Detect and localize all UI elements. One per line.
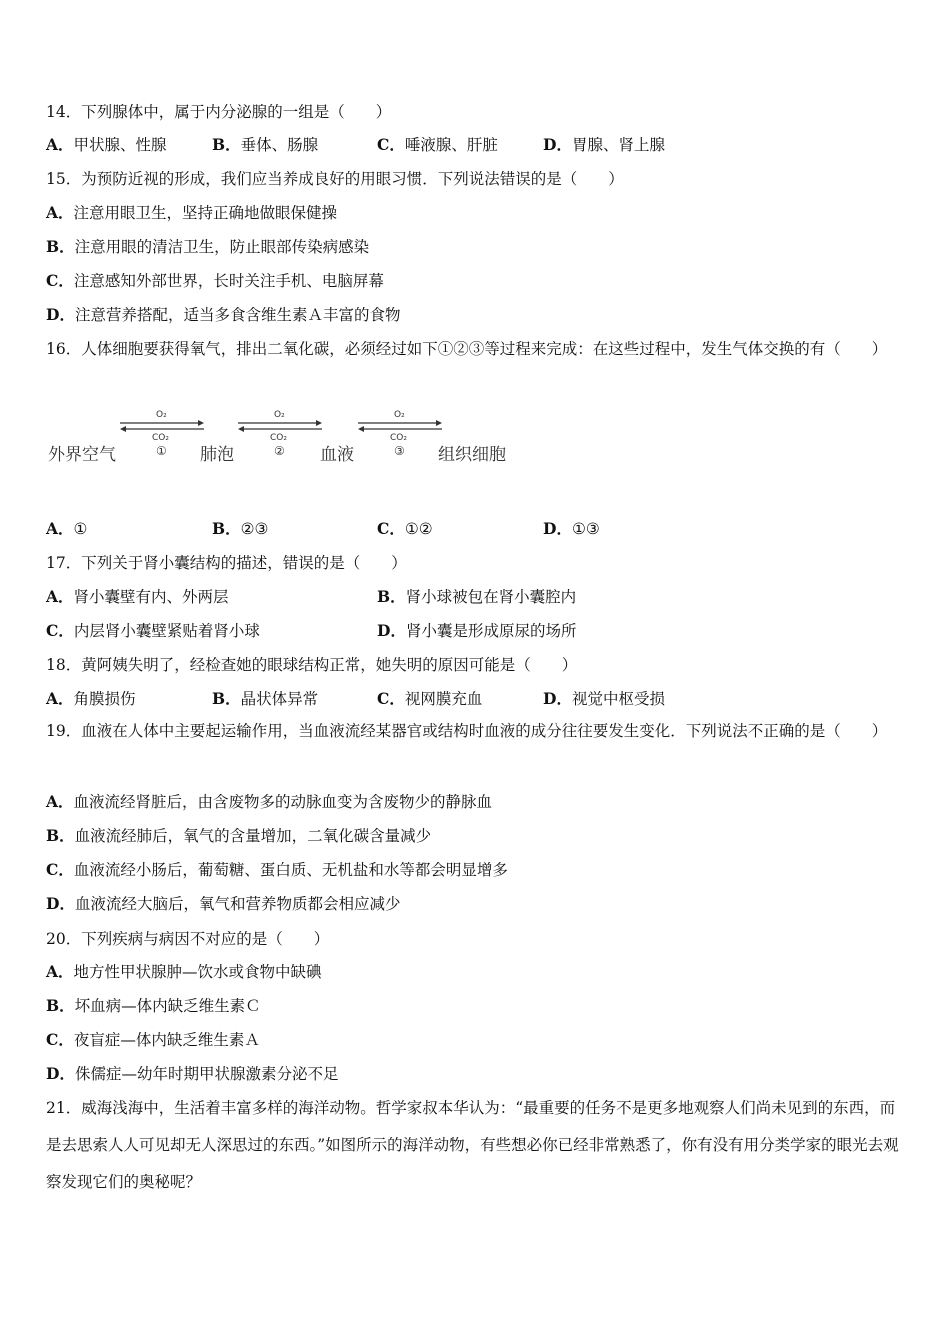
o2-label-3: O₂ xyxy=(394,410,405,420)
q21-stem: 21．威海浅海中，生活着丰富多样的海洋动物。哲学家叔本华认为：“最重要的任务不是更多地观察人们尚未见到的东西，而是去思索人人可见却无人深思过的东西。”如图所示的海洋动物，有些想必你已经非常熟悉了，你有没有用分类学家的眼光去观察发现它们的奥秘呢？ xyxy=(46,1099,899,1191)
option-text: ①③ xyxy=(571,520,600,538)
q18-stem: 18．黄阿姨失明了，经检查她的眼球结构正常，她失明的原因可能是（ ） xyxy=(46,656,578,674)
option-text: 注意用眼的清洁卫生，防止眼部传染病感染 xyxy=(74,238,370,256)
node-blood: 血液 xyxy=(320,445,354,465)
option-text: 视网膜充血 xyxy=(404,690,483,708)
option-text: 血液流经大脑后，氧气和营养物质都会相应减少 xyxy=(74,895,401,913)
q20-option-b xyxy=(46,995,261,1017)
q16-option-d xyxy=(543,518,600,540)
q15-stem: 15．为预防近视的形成，我们应当养成良好的用眼习惯．下列说法错误的是（ ） xyxy=(46,170,624,188)
step-3-label: ③ xyxy=(394,444,405,458)
co2-label-2: CO₂ xyxy=(270,433,287,443)
q16-option-a xyxy=(46,518,87,540)
option-label: B． xyxy=(212,519,241,538)
option-text: 坏血病—体内缺乏维生素Ｃ xyxy=(74,997,261,1015)
q14-option-c xyxy=(377,134,498,156)
co2-label-3: CO₂ xyxy=(390,433,407,443)
option-text: 晶状体异常 xyxy=(240,690,319,708)
option-text: 肾小囊是形成原尿的场所 xyxy=(405,622,577,640)
option-label: C． xyxy=(46,1030,74,1049)
co2-label-1: CO₂ xyxy=(152,433,169,443)
option-label: D． xyxy=(543,519,572,538)
q19-option-c xyxy=(46,859,508,881)
co2-arrowhead-2 xyxy=(238,426,244,432)
q20-option-d xyxy=(46,1063,338,1085)
option-text: 夜盲症—体内缺乏维生素Ａ xyxy=(73,1031,260,1049)
option-label: D． xyxy=(46,305,75,324)
option-text: 血液流经小肠后，葡萄糖、蛋白质、无机盐和水等都会明显增多 xyxy=(73,861,508,879)
q16-option-b xyxy=(212,518,268,540)
option-text: 内层肾小囊壁紧贴着肾小球 xyxy=(73,622,260,640)
q20-option-a xyxy=(46,961,322,983)
option-label: C． xyxy=(377,519,405,538)
node-tissue-cells: 组织细胞 xyxy=(438,445,506,465)
option-label: D． xyxy=(543,135,572,154)
q14-stem: 14．下列腺体中，属于内分泌腺的一组是（ ） xyxy=(46,103,392,121)
q17-option-c xyxy=(46,620,260,642)
q14-option-d xyxy=(543,134,665,156)
option-label: C． xyxy=(377,135,405,154)
q17-option-b xyxy=(377,586,576,608)
option-text: 地方性甲状腺肿—饮水或食物中缺碘 xyxy=(73,963,322,981)
option-label: C． xyxy=(46,271,74,290)
node-alveoli: 肺泡 xyxy=(200,445,234,465)
option-text: 侏儒症—幼年时期甲状腺激素分泌不足 xyxy=(74,1065,339,1083)
option-label: C． xyxy=(46,860,74,879)
option-label: B． xyxy=(212,689,241,708)
option-text: ①② xyxy=(404,520,433,538)
q14-option-a xyxy=(46,134,167,156)
option-label: D． xyxy=(46,1064,75,1083)
q19-option-a xyxy=(46,791,492,813)
co2-arrowhead-3 xyxy=(358,426,364,432)
option-text: ① xyxy=(73,520,88,538)
option-text: 肾小球被包在肾小囊腔内 xyxy=(405,588,577,606)
q16-stem: 16．人体细胞要获得氧气，排出二氧化碳，必须经过如下①②③等过程来完成：在这些过程中，发生气体交换的有（ ） xyxy=(46,340,888,358)
q16-option-c xyxy=(377,518,433,540)
option-label: B． xyxy=(377,587,406,606)
node-outside-air: 外界空气 xyxy=(48,445,116,465)
option-text: 视觉中枢受损 xyxy=(571,690,665,708)
q18-option-a xyxy=(46,688,136,710)
option-text: 角膜损伤 xyxy=(73,690,136,708)
option-label: B． xyxy=(46,826,75,845)
option-text: 注意用眼卫生，坚持正确地做眼保健操 xyxy=(73,204,338,222)
option-label: A． xyxy=(46,689,74,708)
q15-option-a xyxy=(46,202,337,224)
option-text: 血液流经肺后，氧气的含量增加，二氧化碳含量减少 xyxy=(74,827,432,845)
q18-option-d xyxy=(543,688,665,710)
option-text: 肾小囊壁有内、外两层 xyxy=(73,588,229,606)
q18-option-c xyxy=(377,688,482,710)
option-label: A． xyxy=(46,792,74,811)
option-text: 垂体、肠腺 xyxy=(240,136,319,154)
option-label: A． xyxy=(46,135,74,154)
option-label: B． xyxy=(212,135,241,154)
option-label: A． xyxy=(46,203,74,222)
gas-exchange-diagram xyxy=(40,400,560,480)
o2-arrowhead-3 xyxy=(436,420,442,426)
q17-stem: 17．下列关于肾小囊结构的描述，错误的是（ ） xyxy=(46,554,407,572)
option-text: 唾液腺、肝脏 xyxy=(404,136,498,154)
q20-stem: 20．下列疾病与病因不对应的是（ ） xyxy=(46,930,330,948)
option-text: ②③ xyxy=(240,520,269,538)
option-text: 注意感知外部世界，长时关注手机、电脑屏幕 xyxy=(73,272,384,290)
option-label: C． xyxy=(377,689,405,708)
q17-option-d xyxy=(377,620,576,642)
option-label: A． xyxy=(46,519,74,538)
option-label: B． xyxy=(46,996,75,1015)
option-label: D． xyxy=(46,894,75,913)
q14-option-b xyxy=(212,134,318,156)
q18-option-b xyxy=(212,688,318,710)
o2-label-2: O₂ xyxy=(274,410,285,420)
q20-option-c xyxy=(46,1029,260,1051)
option-text: 血液流经肾脏后，由含废物多的动脉血变为含废物少的静脉血 xyxy=(73,793,493,811)
o2-arrowhead-2 xyxy=(316,420,322,426)
option-label: A． xyxy=(46,587,74,606)
q15-option-b xyxy=(46,236,369,258)
step-1-label: ① xyxy=(156,444,167,458)
option-label: B． xyxy=(46,237,75,256)
q15-option-d xyxy=(46,304,400,326)
option-label: D． xyxy=(543,689,572,708)
q19-option-d xyxy=(46,893,400,915)
option-label: A． xyxy=(46,962,74,981)
q19-stem: 19．血液在人体中主要起运输作用，当血液流经某器官或结构时血液的成分往往要发生变化．下列说法不正确的是（ ） xyxy=(46,722,888,740)
o2-arrowhead-1 xyxy=(198,420,204,426)
step-2-label: ② xyxy=(274,444,285,458)
option-text: 注意营养搭配，适当多食含维生素Ａ丰富的食物 xyxy=(74,306,401,324)
o2-label-1: O₂ xyxy=(156,410,167,420)
option-label: D． xyxy=(377,621,406,640)
option-label: C． xyxy=(46,621,74,640)
co2-arrowhead-1 xyxy=(120,426,126,432)
q19-option-b xyxy=(46,825,431,847)
q17-option-a xyxy=(46,586,229,608)
option-text: 胃腺、肾上腺 xyxy=(571,136,665,154)
option-text: 甲状腺、性腺 xyxy=(73,136,167,154)
q15-option-c xyxy=(46,270,384,292)
